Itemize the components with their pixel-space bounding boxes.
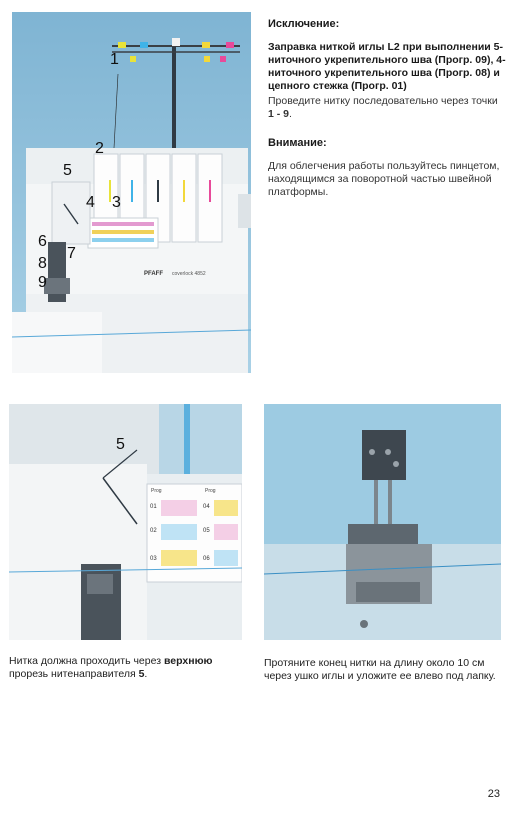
attention-text: Для облегчения работы пользуйтесь пинцетом, находящимся за поворотной частью швейной платформы. [268,160,500,198]
needle-presser-foot-illustration [264,404,501,640]
callout-5-closeup: 5 [116,436,125,453]
callout-4: 4 [86,194,95,211]
callout-1: 1 [110,51,119,68]
caption-thread-guide [9,655,249,681]
callout-7: 7 [67,245,76,262]
exception-instruction [268,95,506,121]
exception-points-range: 1 - 9 [268,108,290,120]
exception-instruction-suffix: . [289,108,292,120]
table-prog-label-1: Prog [151,488,162,494]
thread-guide-illustration [9,404,242,640]
thread-guide-closeup-photo [9,404,242,640]
attention-heading: Внимание: [268,137,327,149]
machine-model-label: coverlock 4852 [172,271,206,277]
table-row-06: 06 [203,556,210,562]
caption-left-bold-number: 5 [138,668,145,680]
caption-left-suffix: . [144,668,148,680]
table-row-03: 03 [150,556,157,562]
callout-8: 8 [38,255,47,272]
table-row-05: 05 [203,528,210,534]
caption-left-prefix: Нитка должна проходить через [9,655,164,667]
overlock-machine-illustration [12,12,251,373]
table-row-04: 04 [203,504,210,510]
table-row-01: 01 [150,504,157,510]
main-overlock-photo [12,12,251,373]
exception-instruction-prefix: Проведите нитку последовательно через точки [268,95,498,107]
callout-6: 6 [38,233,47,250]
caption-left-bold-upper: верхнюю [163,655,213,667]
instructions-column [268,18,506,199]
callout-5: 5 [63,162,72,179]
exception-heading: Исключение: [268,18,340,30]
machine-brand-label: PFAFF [144,271,163,277]
callout-9: 9 [38,274,47,291]
exception-bold-text: Заправка ниткой иглы L2 при выполнении 5-ниточного укрепительного шва (Прогр. 09), 4-ниточного укрепительного шва (Прогр. 08) и цепного стежка (Прогр. 01) [268,41,506,92]
caption-left-middle: прорезь нитенаправителя [9,668,139,680]
page-number: 23 [487,788,500,800]
callout-3: 3 [112,194,121,211]
caption-needle-threading: Протяните конец нитки на длину около 10 см через ушко иглы и уложите ее влево под лапку. [264,657,496,682]
needle-threading-closeup-photo [264,404,501,640]
callout-2: 2 [95,140,104,157]
table-prog-label-2: Prog [205,488,216,494]
table-row-02: 02 [150,528,157,534]
